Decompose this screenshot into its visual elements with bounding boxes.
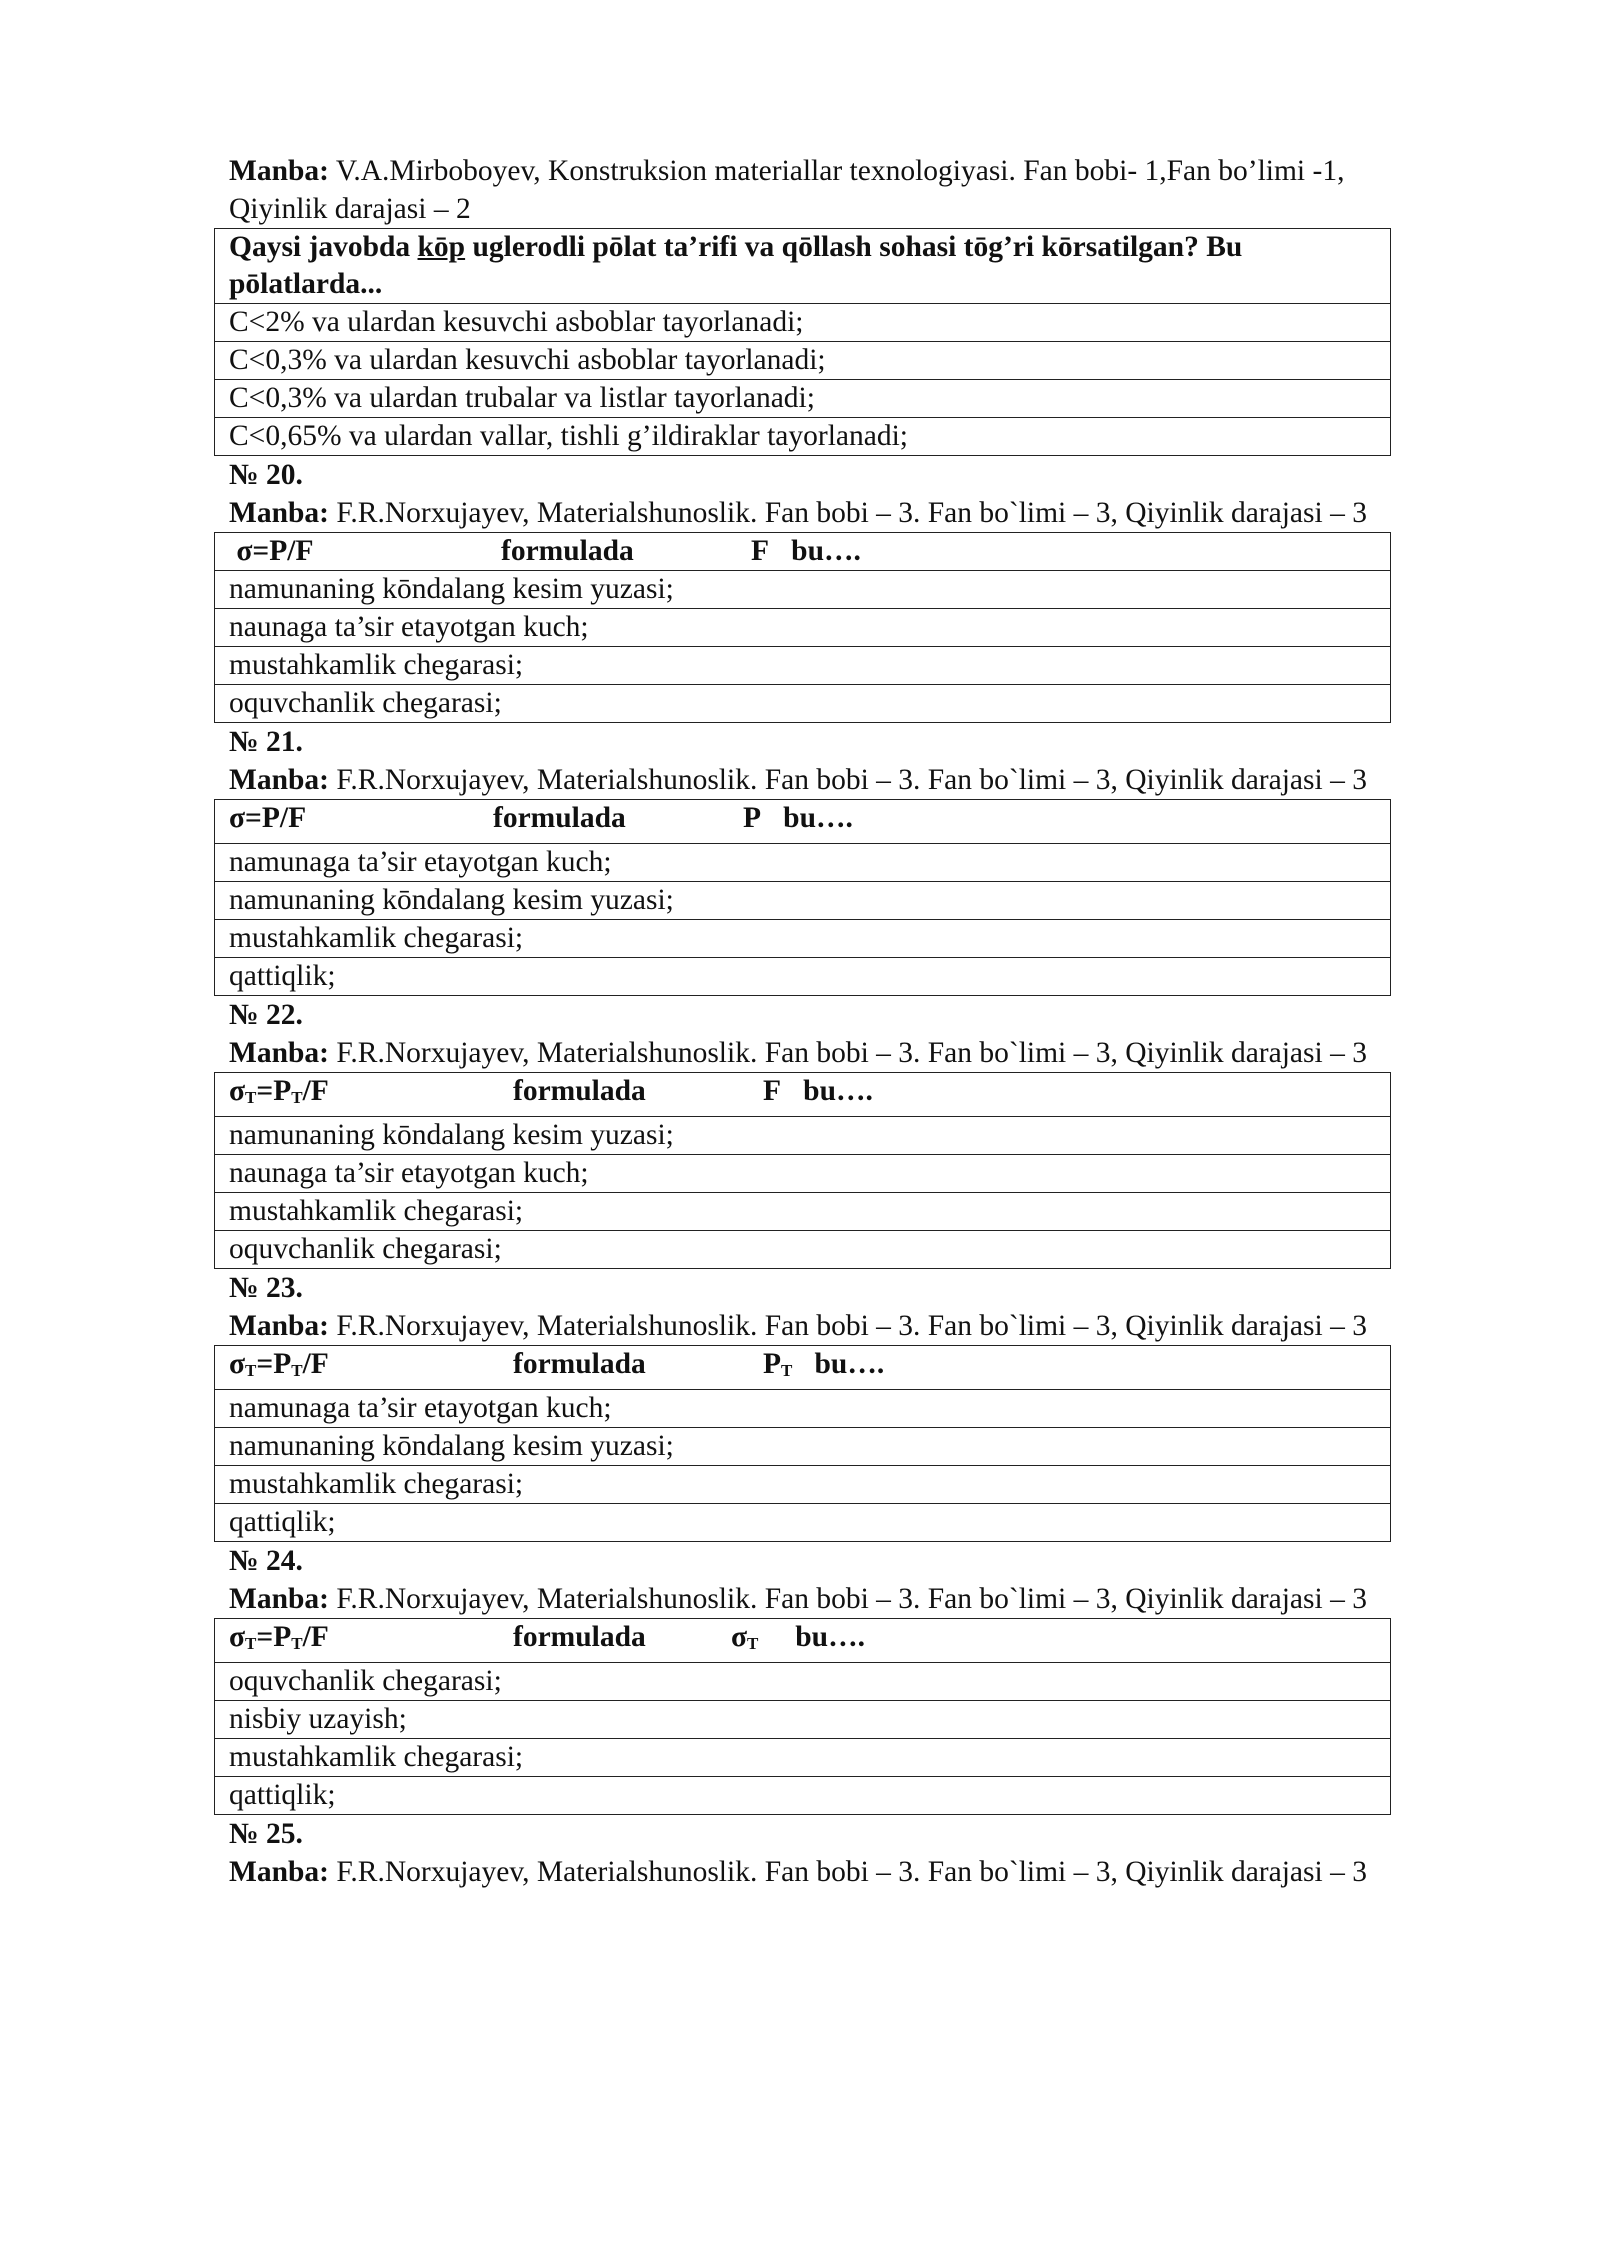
formula-word: formulada bbox=[501, 535, 634, 567]
symbol-tail: bu…. bbox=[814, 1348, 885, 1380]
item-number bbox=[229, 1815, 1391, 1853]
symbol-text: P bbox=[743, 802, 762, 834]
formula-part: /F bbox=[302, 1348, 329, 1380]
source-line bbox=[229, 1307, 1391, 1345]
answer-option: mustahkamlik chegarasi; bbox=[215, 920, 1391, 958]
formula-symbol bbox=[763, 1073, 873, 1110]
answer-option: C<2% va ulardan kesuvchi asboblar tayorlanadi; bbox=[215, 304, 1391, 342]
item-number-text: № 22. bbox=[229, 999, 303, 1031]
item-number bbox=[229, 1269, 1391, 1307]
symbol-sub: T bbox=[781, 1361, 793, 1380]
item-number-text: № 21. bbox=[229, 726, 303, 758]
source-line bbox=[229, 494, 1391, 532]
answer-option: namunaning kōndalang kesim yuzasi; bbox=[215, 1428, 1391, 1466]
source-text: F.R.Norxujayev, Materialshunoslik. Fan bobi – 3. Fan bo`limi – 3, Qiyinlik darajasi – 3 bbox=[328, 764, 1367, 796]
source-label: Manba: bbox=[229, 1856, 329, 1888]
source-line bbox=[229, 1034, 1391, 1072]
formula: σ=P/F bbox=[229, 802, 307, 834]
formula-symbol bbox=[751, 533, 861, 570]
formula-sub: T bbox=[245, 1088, 257, 1107]
formula-part: σ bbox=[229, 1621, 246, 1653]
formula-sub: T bbox=[245, 1361, 257, 1380]
symbol-text: P bbox=[763, 1348, 782, 1380]
item-number-text: № 25. bbox=[229, 1818, 303, 1850]
answer-option: oquvchanlik chegarasi; bbox=[215, 685, 1391, 723]
answer-option: mustahkamlik chegarasi; bbox=[215, 1193, 1391, 1231]
answer-option: nisbiy uzayish; bbox=[215, 1701, 1391, 1739]
formula-part: σ bbox=[229, 1075, 246, 1107]
item-number-text: № 23. bbox=[229, 1272, 303, 1304]
question-cell bbox=[215, 800, 1391, 844]
question-cell bbox=[215, 533, 1391, 571]
source-label: Manba: bbox=[229, 155, 329, 187]
answer-option: qattiqlik; bbox=[215, 958, 1391, 996]
symbol-text: F bbox=[763, 1075, 782, 1107]
source-label: Manba: bbox=[229, 1310, 329, 1342]
formula-part: σ bbox=[229, 1348, 246, 1380]
answer-option: qattiqlik; bbox=[215, 1504, 1391, 1542]
item-number bbox=[229, 996, 1391, 1034]
formula-part: =P bbox=[256, 1621, 292, 1653]
question-cell bbox=[215, 1619, 1391, 1663]
item-number-text: № 24. bbox=[229, 1545, 303, 1577]
source-line bbox=[229, 761, 1391, 799]
formula-sub: T bbox=[291, 1088, 303, 1107]
question-text-end: uglerodli pōlat ta’rifi va qōllash sohasi tōg’ri kōrsatilgan? Bu pōlatlarda... bbox=[229, 231, 1243, 300]
source-text: F.R.Norxujayev, Materialshunoslik. Fan bobi – 3. Fan bo`limi – 3, Qiyinlik darajasi – 3 bbox=[328, 497, 1367, 529]
answer-option: naunaga ta’sir etayotgan kuch; bbox=[215, 1155, 1391, 1193]
answer-option: mustahkamlik chegarasi; bbox=[215, 1466, 1391, 1504]
answer-option: C<0,65% va ulardan vallar, tishli g’ildiraklar tayorlanadi; bbox=[215, 418, 1391, 456]
source-line bbox=[229, 1580, 1391, 1618]
formula-symbol bbox=[763, 1346, 884, 1389]
formula-symbol bbox=[743, 800, 853, 837]
formula bbox=[229, 1619, 513, 1662]
question-table bbox=[214, 1072, 1391, 1269]
question-table bbox=[214, 228, 1391, 456]
symbol-text: σ bbox=[731, 1621, 748, 1653]
answer-option: oquvchanlik chegarasi; bbox=[215, 1231, 1391, 1269]
question-cell bbox=[215, 1073, 1391, 1117]
symbol-tail: bu…. bbox=[783, 802, 853, 834]
formula-part: /F bbox=[302, 1075, 329, 1107]
source-label: Manba: bbox=[229, 497, 329, 529]
formula-symbol bbox=[731, 1619, 865, 1662]
question-table bbox=[214, 799, 1391, 996]
answer-option: namunaning kōndalang kesim yuzasi; bbox=[215, 882, 1391, 920]
formula-word: formulada bbox=[513, 1621, 646, 1653]
symbol-tail: bu…. bbox=[791, 535, 861, 567]
source-text: F.R.Norxujayev, Materialshunoslik. Fan bobi – 3. Fan bo`limi – 3, Qiyinlik darajasi – 3 bbox=[328, 1310, 1367, 1342]
formula-word: formulada bbox=[513, 1075, 646, 1107]
item-number bbox=[229, 723, 1391, 761]
answer-option: oquvchanlik chegarasi; bbox=[215, 1663, 1391, 1701]
source-label: Manba: bbox=[229, 1583, 329, 1615]
formula bbox=[229, 1073, 513, 1116]
answer-option: naunaga ta’sir etayotgan kuch; bbox=[215, 609, 1391, 647]
item-number bbox=[229, 456, 1391, 494]
symbol-sub: T bbox=[747, 1634, 759, 1653]
source-text: F.R.Norxujayev, Materialshunoslik. Fan bobi – 3. Fan bo`limi – 3, Qiyinlik darajasi – 3 bbox=[328, 1856, 1367, 1888]
question-cell bbox=[215, 229, 1391, 304]
answer-option: C<0,3% va ulardan kesuvchi asboblar tayorlanadi; bbox=[215, 342, 1391, 380]
formula-sub: T bbox=[245, 1634, 257, 1653]
answer-option: namunaga ta’sir etayotgan kuch; bbox=[215, 844, 1391, 882]
source-line bbox=[229, 152, 1391, 228]
question-table bbox=[214, 532, 1391, 723]
answer-option: mustahkamlik chegarasi; bbox=[215, 1739, 1391, 1777]
question-table bbox=[214, 1345, 1391, 1542]
formula-word: formulada bbox=[493, 802, 626, 834]
item-number bbox=[229, 1542, 1391, 1580]
formula: σ=P/F bbox=[229, 535, 314, 567]
symbol-text: F bbox=[751, 535, 770, 567]
answer-option: C<0,3% va ulardan trubalar va listlar tayorlanadi; bbox=[215, 380, 1391, 418]
source-text: F.R.Norxujayev, Materialshunoslik. Fan bobi – 3. Fan bo`limi – 3, Qiyinlik darajasi – 3 bbox=[328, 1583, 1367, 1615]
formula-sub: T bbox=[291, 1634, 303, 1653]
formula-part: =P bbox=[256, 1348, 292, 1380]
document-content bbox=[229, 152, 1391, 1891]
answer-option: namunaning kōndalang kesim yuzasi; bbox=[215, 571, 1391, 609]
item-number-text: № 20. bbox=[229, 459, 303, 491]
source-label: Manba: bbox=[229, 764, 329, 796]
symbol-tail: bu…. bbox=[803, 1075, 873, 1107]
answer-option: namunaga ta’sir etayotgan kuch; bbox=[215, 1390, 1391, 1428]
source-text: V.A.Mirboboyev, Konstruksion materiallar texnologiyasi. Fan bobi- 1,Fan bo’limi -1, Qiyinlik darajasi – 2 bbox=[229, 155, 1345, 225]
source-label: Manba: bbox=[229, 1037, 329, 1069]
source-text: F.R.Norxujayev, Materialshunoslik. Fan bobi – 3. Fan bo`limi – 3, Qiyinlik darajasi – 3 bbox=[328, 1037, 1367, 1069]
source-line bbox=[229, 1853, 1391, 1891]
formula-sub: T bbox=[291, 1361, 303, 1380]
question-table bbox=[214, 1618, 1391, 1815]
question-text-underlined: kōp bbox=[417, 231, 466, 263]
formula bbox=[229, 1346, 513, 1389]
answer-option: mustahkamlik chegarasi; bbox=[215, 647, 1391, 685]
formula-part: =P bbox=[256, 1075, 292, 1107]
formula-part: /F bbox=[302, 1621, 329, 1653]
answer-option: namunaning kōndalang kesim yuzasi; bbox=[215, 1117, 1391, 1155]
symbol-tail: bu…. bbox=[795, 1621, 865, 1653]
answer-option: qattiqlik; bbox=[215, 1777, 1391, 1815]
formula-word: formulada bbox=[513, 1348, 646, 1380]
question-cell bbox=[215, 1346, 1391, 1390]
question-text-start: Qaysi javobda bbox=[229, 231, 418, 263]
